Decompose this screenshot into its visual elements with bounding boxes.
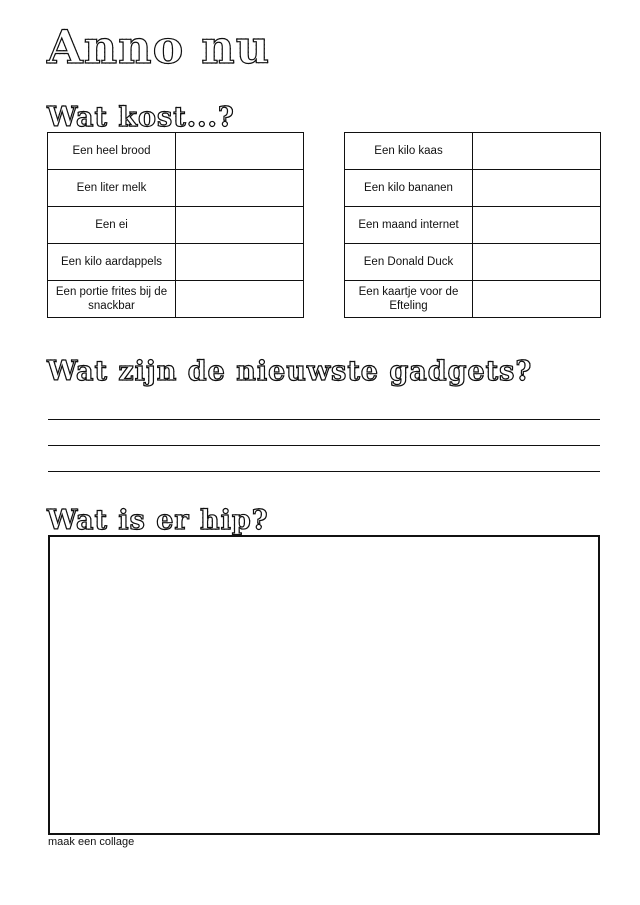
table-row — [345, 244, 601, 281]
price-table-left — [47, 132, 304, 318]
price-answer-cell[interactable] — [176, 244, 304, 281]
collage-area[interactable] — [48, 535, 600, 835]
item-label: Een maand internet — [345, 207, 473, 244]
item-label: Een kilo aardappels — [48, 244, 176, 281]
item-label: Een liter melk — [48, 170, 176, 207]
cost-section-heading: Wat kost...? — [47, 102, 235, 133]
gadgets-section-heading: Wat zijn de nieuwste gadgets? — [47, 356, 533, 387]
table-row — [48, 133, 304, 170]
table-row — [345, 207, 601, 244]
item-label: Een portie frites bij de snackbar — [48, 281, 176, 318]
price-answer-cell[interactable] — [473, 244, 601, 281]
table-row — [345, 281, 601, 318]
price-table-right — [344, 132, 601, 318]
table-row — [345, 133, 601, 170]
item-label: Een kilo bananen — [345, 170, 473, 207]
table-row — [48, 170, 304, 207]
table-row — [48, 244, 304, 281]
price-answer-cell[interactable] — [176, 281, 304, 318]
collage-caption: maak een collage — [48, 836, 135, 848]
page-title: Anno nu — [47, 20, 271, 74]
item-label: Een ei — [48, 207, 176, 244]
hip-section-heading: Wat is er hip? — [47, 505, 269, 536]
price-answer-cell[interactable] — [473, 133, 601, 170]
item-label: Een heel brood — [48, 133, 176, 170]
price-answer-cell[interactable] — [473, 281, 601, 318]
price-answer-cell[interactable] — [473, 170, 601, 207]
item-label: Een kilo kaas — [345, 133, 473, 170]
price-answer-cell[interactable] — [176, 170, 304, 207]
answer-line[interactable] — [48, 445, 600, 446]
price-answer-cell[interactable] — [176, 207, 304, 244]
table-row — [48, 207, 304, 244]
price-answer-cell[interactable] — [473, 207, 601, 244]
table-row — [48, 281, 304, 318]
answer-line[interactable] — [48, 419, 600, 420]
item-label: Een kaartje voor de Efteling — [345, 281, 473, 318]
answer-line[interactable] — [48, 471, 600, 472]
table-row — [345, 170, 601, 207]
item-label: Een Donald Duck — [345, 244, 473, 281]
price-answer-cell[interactable] — [176, 133, 304, 170]
